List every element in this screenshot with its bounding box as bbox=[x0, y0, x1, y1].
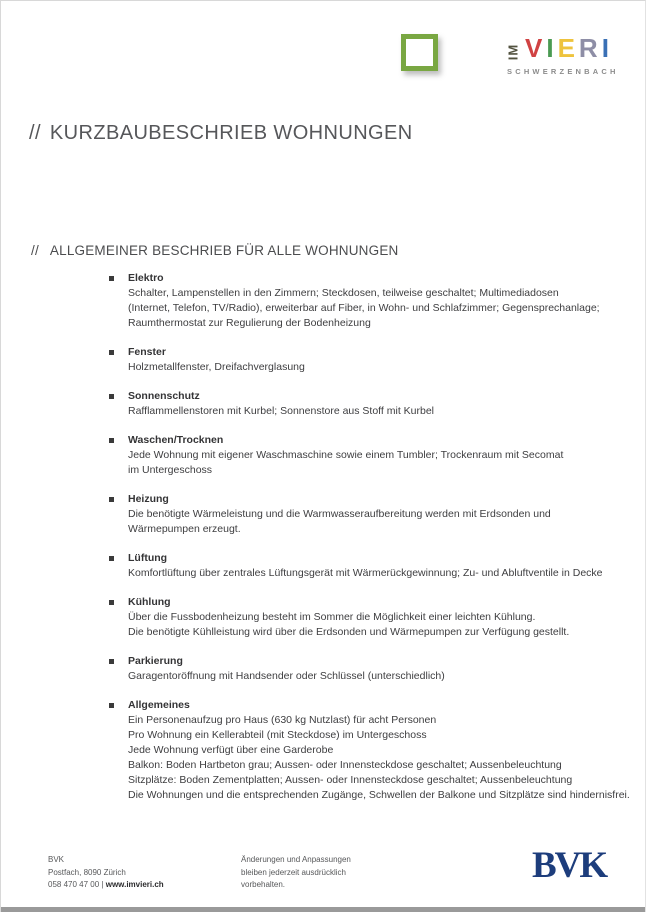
bullet-square-icon bbox=[109, 276, 114, 281]
title-text: KURZBAUBESCHRIEB WOHNUNGEN bbox=[49, 122, 413, 144]
logo-letter: I bbox=[546, 33, 558, 63]
footer-separator: | bbox=[101, 880, 104, 889]
item-text-line: Sitzplätze: Boden Zementplatten; Aussen- oder Innensteckdose geschaltet; Aussenbeleuchtung bbox=[128, 774, 573, 786]
footer-address: Postfach, 8090 Zürich bbox=[48, 867, 126, 877]
list-item bbox=[109, 271, 639, 331]
logo-letter: R bbox=[578, 33, 602, 63]
item-text-line: Garagentoröffnung mit Handsender oder Schlüssel (unterschiedlich) bbox=[128, 670, 445, 682]
item-text-line: Jede Wohnung verfügt über eine Garderobe bbox=[128, 744, 334, 756]
footer-notice-line: bleiben jederzeit ausdrücklich bbox=[241, 867, 346, 877]
footer-phone: 058 470 47 00 bbox=[48, 880, 100, 889]
item-text-line: Raumthermostat zur Regulierung der Bodenheizung bbox=[128, 317, 371, 329]
list-item-header bbox=[109, 492, 639, 507]
bullet-square-icon bbox=[109, 350, 114, 355]
list-item bbox=[109, 698, 639, 803]
section-heading-text: ALLGEMEINER BESCHRIEB FÜR ALLE WOHNUNGEN bbox=[49, 243, 399, 258]
list-item-header bbox=[109, 698, 639, 713]
title-slashes: // bbox=[29, 122, 41, 144]
item-text-line: Wärmepumpen erzeugt. bbox=[128, 523, 241, 535]
item-text-line: Pro Wohnung ein Kellerabteil (mit Steckdose) im Untergeschoss bbox=[128, 729, 427, 741]
logo-im-label: IM bbox=[505, 43, 521, 60]
item-body bbox=[128, 566, 639, 581]
item-text-line: Ein Personenaufzug pro Haus (630 kg Nutzlast) für acht Personen bbox=[128, 714, 437, 726]
footer-notice bbox=[241, 854, 351, 892]
list-item-header bbox=[109, 345, 639, 360]
item-title: Waschen/Trocknen bbox=[128, 434, 224, 446]
bullet-square-icon bbox=[109, 703, 114, 708]
list-item bbox=[109, 595, 639, 640]
item-text-line: (Internet, Telefon, TV/Radio), erweiterbar auf Fiber, in Wohn- und Schlafzimmer; Gegensprechanlage; bbox=[128, 302, 600, 314]
list-item-header bbox=[109, 654, 639, 669]
bullet-square-icon bbox=[109, 600, 114, 605]
im-vieri-logo bbox=[505, 33, 619, 79]
item-text-line: Schalter, Lampenstellen in den Zimmern; Steckdosen, teilweise geschaltet; Multimediadosen bbox=[128, 287, 559, 299]
item-text-line: Die benötigte Wärmeleistung und die Warmwasseraufbereitung werden mit Erdsonden und bbox=[128, 508, 551, 520]
list-item-header bbox=[109, 595, 639, 610]
item-title: Allgemeines bbox=[128, 699, 190, 711]
footer-website-link[interactable]: www.imvieri.ch bbox=[105, 880, 164, 889]
logo-letter: E bbox=[557, 33, 579, 63]
bullet-square-icon bbox=[109, 556, 114, 561]
bullet-square-icon bbox=[109, 394, 114, 399]
list-item-header bbox=[109, 551, 639, 566]
logo-im-rotated-text bbox=[506, 38, 520, 65]
green-square-mark bbox=[401, 34, 438, 71]
section-slashes: // bbox=[31, 243, 39, 258]
list-item-header bbox=[109, 433, 639, 448]
list-item bbox=[109, 433, 639, 478]
item-body bbox=[128, 360, 639, 375]
item-title: Fenster bbox=[128, 346, 166, 358]
item-text-line: Komfortlüftung über zentrales Lüftungsgerät mit Wärmerückgewinnung; Zu- und Abluftventile in Decke bbox=[128, 567, 603, 579]
bullet-square-icon bbox=[109, 438, 114, 443]
list-item bbox=[109, 551, 639, 581]
item-body bbox=[128, 713, 639, 803]
item-body bbox=[128, 286, 639, 331]
item-text-line: Jede Wohnung mit eigener Waschmaschine sowie einem Tumbler; Trockenraum mit Secomat bbox=[128, 449, 564, 461]
item-text-line: Die Wohnungen und die entsprechenden Zugänge, Schwellen der Balkone und Sitzplätze sind hindernisfrei. bbox=[128, 789, 630, 801]
logo-letter: I bbox=[601, 33, 613, 63]
item-title: Kühlung bbox=[128, 596, 171, 608]
item-title: Lüftung bbox=[128, 552, 168, 564]
item-text-line: Die benötigte Kühlleistung wird über die Erdsonden und Wärmepumpen zur Verfügung gestellt. bbox=[128, 626, 570, 638]
bvk-logo: BVK bbox=[532, 845, 607, 886]
footer-contact bbox=[48, 854, 164, 892]
item-text-line: Holzmetallfenster, Dreifachverglasung bbox=[128, 361, 305, 373]
list-item bbox=[109, 389, 639, 419]
item-body bbox=[128, 669, 639, 684]
item-title: Elektro bbox=[128, 272, 164, 284]
item-body bbox=[128, 448, 639, 478]
item-text-line: Rafflammellenstoren mit Kurbel; Sonnenstore aus Stoff mit Kurbel bbox=[128, 405, 435, 417]
item-body bbox=[128, 404, 639, 419]
logo-wordmark bbox=[525, 33, 613, 64]
list-item bbox=[109, 654, 639, 684]
page-bottom-edge bbox=[1, 907, 645, 912]
item-body bbox=[128, 507, 639, 537]
bullet-square-icon bbox=[109, 659, 114, 664]
section-heading bbox=[31, 243, 398, 258]
item-title: Parkierung bbox=[128, 655, 183, 667]
item-title: Sonnenschutz bbox=[128, 390, 200, 402]
list-item-header bbox=[109, 271, 639, 286]
list-item-header bbox=[109, 389, 639, 404]
bullet-square-icon bbox=[109, 497, 114, 502]
page-title bbox=[29, 122, 413, 145]
item-body bbox=[128, 610, 639, 640]
item-text-line: im Untergeschoss bbox=[128, 464, 213, 476]
feature-list bbox=[109, 271, 639, 817]
footer-phone-line bbox=[48, 879, 164, 892]
list-item bbox=[109, 345, 639, 375]
footer-notice-line: vorbehalten. bbox=[241, 880, 286, 889]
item-title: Heizung bbox=[128, 493, 169, 505]
list-item bbox=[109, 492, 639, 537]
item-text-line: Über die Fussbodenheizung besteht im Sommer die Möglichkeit einer leichten Kühlung. bbox=[128, 611, 536, 623]
footer-notice-line: Änderungen und Anpassungen bbox=[241, 855, 351, 864]
logo-subtitle: SCHWERZENBACH bbox=[507, 67, 619, 76]
logo-letter: V bbox=[525, 33, 547, 63]
footer-company: BVK bbox=[48, 855, 65, 864]
item-text-line: Balkon: Boden Hartbeton grau; Aussen- oder Innensteckdose geschaltet; Aussenbeleuchtung bbox=[128, 759, 562, 771]
